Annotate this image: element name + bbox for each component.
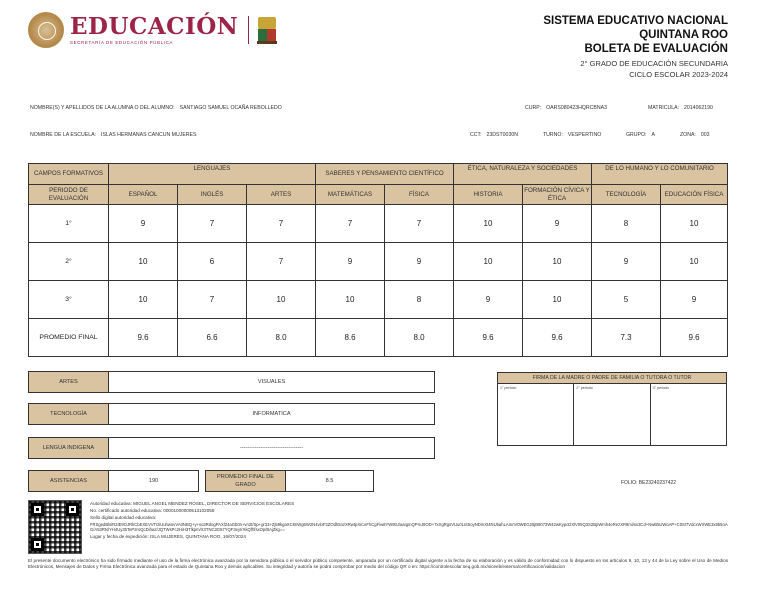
logo-title: EDUCACIÓN: [70, 13, 239, 40]
table-row-final: [29, 319, 728, 357]
period-label: PROMEDIO FINAL: [29, 319, 109, 357]
logo-subtitle: SECRETARÍA DE EDUCACIÓN PÚBLICA: [70, 40, 174, 45]
grade-cell: 9: [523, 205, 592, 243]
student-name-value: SANTIAGO SAMUEL OCAÑA REBOLLEDO: [179, 105, 282, 111]
certificate-block: [90, 500, 730, 540]
sep-logo: [28, 12, 277, 48]
curp-value: OARS080423HQRCBNA3: [546, 105, 607, 111]
grade-cell: 7: [178, 281, 247, 319]
cct-row: [470, 132, 518, 138]
grade-cell: 10: [661, 243, 728, 281]
grupo-row: [626, 132, 655, 138]
grupo-value: A: [651, 132, 655, 138]
title-line1: SISTEMA EDUCATIVO NACIONAL: [543, 15, 728, 27]
curp-row: [525, 105, 607, 111]
zona-value: 003: [700, 132, 710, 138]
asistencias-label: ASISTENCIAS: [28, 470, 109, 492]
grade-cell: 9: [454, 281, 523, 319]
cycle-line: CICLO ESCOLAR 2023-2024: [629, 70, 728, 79]
field-header: DE LO HUMANO Y LO COMUNITARIO: [592, 164, 728, 185]
turno-label: TURNO:: [543, 132, 563, 138]
eagle-seal-icon: [28, 12, 64, 48]
grade-cell: 10: [109, 243, 178, 281]
fecha-expedicion: Lugar y fecha de expedición: ISLA MUJERES, QUINTANA ROO, 16/07/2024: [90, 533, 246, 539]
artes-value: VISUALES: [108, 371, 435, 393]
grade-cell: 6.6: [178, 319, 247, 357]
grade-cell: 10: [523, 281, 592, 319]
quintana-roo-shield-icon: [257, 15, 277, 45]
asistencias-value: 190: [108, 470, 199, 492]
school-name-label: NOMBRE DE LA ESCUELA:: [30, 132, 97, 138]
grade-cell: 10: [454, 205, 523, 243]
table-row: [29, 281, 728, 319]
subjects-header-row: [29, 185, 728, 205]
zona-label: ZONA:: [680, 132, 696, 138]
subject-header: ARTES: [247, 185, 316, 205]
firma-period-1: 1° periodo: [498, 384, 574, 446]
cct-label: CCT:: [470, 132, 482, 138]
sello-label: Sello digital autoridad educativa:: [90, 515, 157, 521]
grade-cell: 9.6: [523, 319, 592, 357]
student-name-row: [30, 105, 282, 111]
subject-header: MATEMÁTICAS: [316, 185, 385, 205]
grade-cell: 9: [385, 243, 454, 281]
legal-notice: El presente documento electrónico ha sido firmado mediante el uso de la firma electrónica avanzada por la servidora pública o el servidor público competente, amparada por un certificado digital vigente a la fecha de su elaboración y es válido de conformidad con lo dispuesto en los artículos 9, 10, 13 y 44 de la Ley sobre el Uso de Medios Electrónicos, Mensajes de Datos y Firma Electrónica avanzada para el estado de Quintana Roo y demás aplicables. Su integridad y autoría se podrá comprobar por medio del código QR o en: https://controlescolar.seq.gob.mx/siceeb/externa/certificacion/validacion: [28, 558, 728, 570]
grade-cell: 8: [385, 281, 454, 319]
numero-certificado: No. certificado autoridad educativa: 00001000000513102058: [90, 508, 215, 514]
grade-cell: 9: [661, 281, 728, 319]
grade-cell: 10: [454, 243, 523, 281]
grade-cell: 8.0: [385, 319, 454, 357]
grupo-label: GRUPO:: [626, 132, 647, 138]
lengua-indigena-value: ----------------------------------: [108, 437, 435, 459]
grade-cell: 7: [316, 205, 385, 243]
grade-cell: 9.6: [661, 319, 728, 357]
grade-cell: 7.3: [592, 319, 661, 357]
field-header: ÉTICA, NATURALEZA Y SOCIEDADES: [454, 164, 592, 185]
period-label: 1°: [29, 205, 109, 243]
lengua-indigena-label: LENGUA INDIGENA: [28, 437, 109, 459]
subject-header: EDUCACIÓN FÍSICA: [661, 185, 728, 205]
grade-cell: 9.6: [454, 319, 523, 357]
grade-cell: 9.6: [109, 319, 178, 357]
grade-cell: 9: [592, 243, 661, 281]
table-row: [29, 243, 728, 281]
grade-cell: 8.0: [247, 319, 316, 357]
periodo-header: PERIODO DE EVALUACIÓN: [29, 185, 109, 205]
grade-cell: 7: [178, 205, 247, 243]
field-header: SABERES Y PENSAMIENTO CIENTÍFICO: [316, 164, 454, 185]
school-name-value: ISLAS HERMANAS CANCUN MUJERES: [101, 132, 197, 138]
grades-table: [28, 163, 728, 357]
firma-period-2: 2° periodo: [574, 384, 650, 446]
matricula-label: MATRICULA:: [648, 105, 680, 111]
title-block: [543, 14, 728, 80]
field-header: LENGUAJES: [109, 164, 316, 185]
curp-label: CURP:: [525, 105, 542, 111]
turno-row: [543, 132, 601, 138]
grade-cell: 8.6: [316, 319, 385, 357]
grade-cell: 8: [592, 205, 661, 243]
period-label: 3°: [29, 281, 109, 319]
campos-header: CAMPOS FORMATIVOS: [29, 164, 109, 185]
grade-cell: 9: [109, 205, 178, 243]
table-row: [29, 205, 728, 243]
subject-header: FÍSICA: [385, 185, 454, 205]
period-label: 2°: [29, 243, 109, 281]
grade-cell: 9: [316, 243, 385, 281]
zona-row: [680, 132, 710, 138]
subject-header: FORMACIÓN CÍVICA Y ÉTICA: [523, 185, 592, 205]
firma-period-3: 3° periodo: [652, 386, 670, 390]
grade-cell: 5: [592, 281, 661, 319]
student-name-label: NOMBRE(S) Y APELLIDOS DE LA ALUMNA O DEL ALUMNO:: [30, 105, 175, 111]
subject-header: ESPAÑOL: [109, 185, 178, 205]
grade-cell: 10: [316, 281, 385, 319]
subject-header: INGLÉS: [178, 185, 247, 205]
tecnologia-label: TECNOLOGÍA: [28, 403, 109, 425]
subject-header: HISTORIA: [454, 185, 523, 205]
turno-value: VESPERTINO: [567, 132, 602, 138]
grade-cell: 10: [109, 281, 178, 319]
grade-cell: 10: [247, 281, 316, 319]
grade-cell: 7: [247, 243, 316, 281]
cct-value: 23DST0030N: [486, 132, 518, 138]
title-line3: BOLETA DE EVALUACIÓN: [584, 43, 728, 55]
grade-cell: 7: [247, 205, 316, 243]
autoridad-educativa: Autoridad educativa: MIGUEL ANGEL MENDEZ ROSEL, DIRECTOR DE SERVICIOS ESCOLARES: [90, 501, 295, 506]
firma-title: FIRMA DE LA MADRE O PADRE DE FAMILIA O TUTORA O TUTOR: [498, 373, 726, 384]
fields-header-row: [29, 164, 728, 185]
logo-divider: [248, 16, 249, 44]
grade-cell: 10: [523, 243, 592, 281]
title-line2: QUINTANA ROO: [639, 29, 728, 41]
grade-line: 2° GRADO DE EDUCACIÓN SECUNDARIA: [580, 59, 728, 68]
subject-header: TECNOLOGÍA: [592, 185, 661, 205]
grade-cell: 10: [661, 205, 728, 243]
document-header: [0, 0, 768, 95]
promedio-grado-label: PROMEDIO FINAL DE GRADO: [205, 470, 286, 492]
promedio-grado-value: 8.5: [285, 470, 374, 492]
qr-code-icon[interactable]: [28, 500, 82, 554]
artes-label: ARTES: [28, 371, 109, 393]
matricula-row: [648, 105, 713, 111]
school-name-row: [30, 132, 196, 138]
grade-cell: 6: [178, 243, 247, 281]
matricula-value: 2014062190: [684, 105, 713, 111]
folio: FOLIO: BE23240237422: [621, 480, 677, 486]
sello-digital: FRSgedBlsiR2IE9OJRkCbEXEVVTOiUuhwovVA0NBQ+y+so3RdogPAXl24aGb0n+vn2t/Sp+gr33+Zj59kgaXC8nWg6W2N4vloF3ZOdh5nzXRwtpXiCeFhCgFiw8YW9tU/aaIgmQPmJ8OD+7xXgRgsVUu0LntSoyNDmXt4NUbahLAmnV0WEG25jB9073W42wKypcDXlV05Q3S2BpWmh4eRezXR8mi/ss3Cd+NwB5UWoAP+C0SI7VdcxWXWE3x9b5oAG/A53RN/YH4Uy35TeP2roQcDiha2/JQTWsPc2HiH3Tlkpm/X3TNC3G57YQF3eyIrXkQfhfsxOp/BAjZkg==: [90, 521, 728, 533]
tecnologia-value: INFORMATICA: [108, 403, 435, 425]
firma-tutor-box: [497, 372, 727, 446]
grade-cell: 7: [385, 205, 454, 243]
